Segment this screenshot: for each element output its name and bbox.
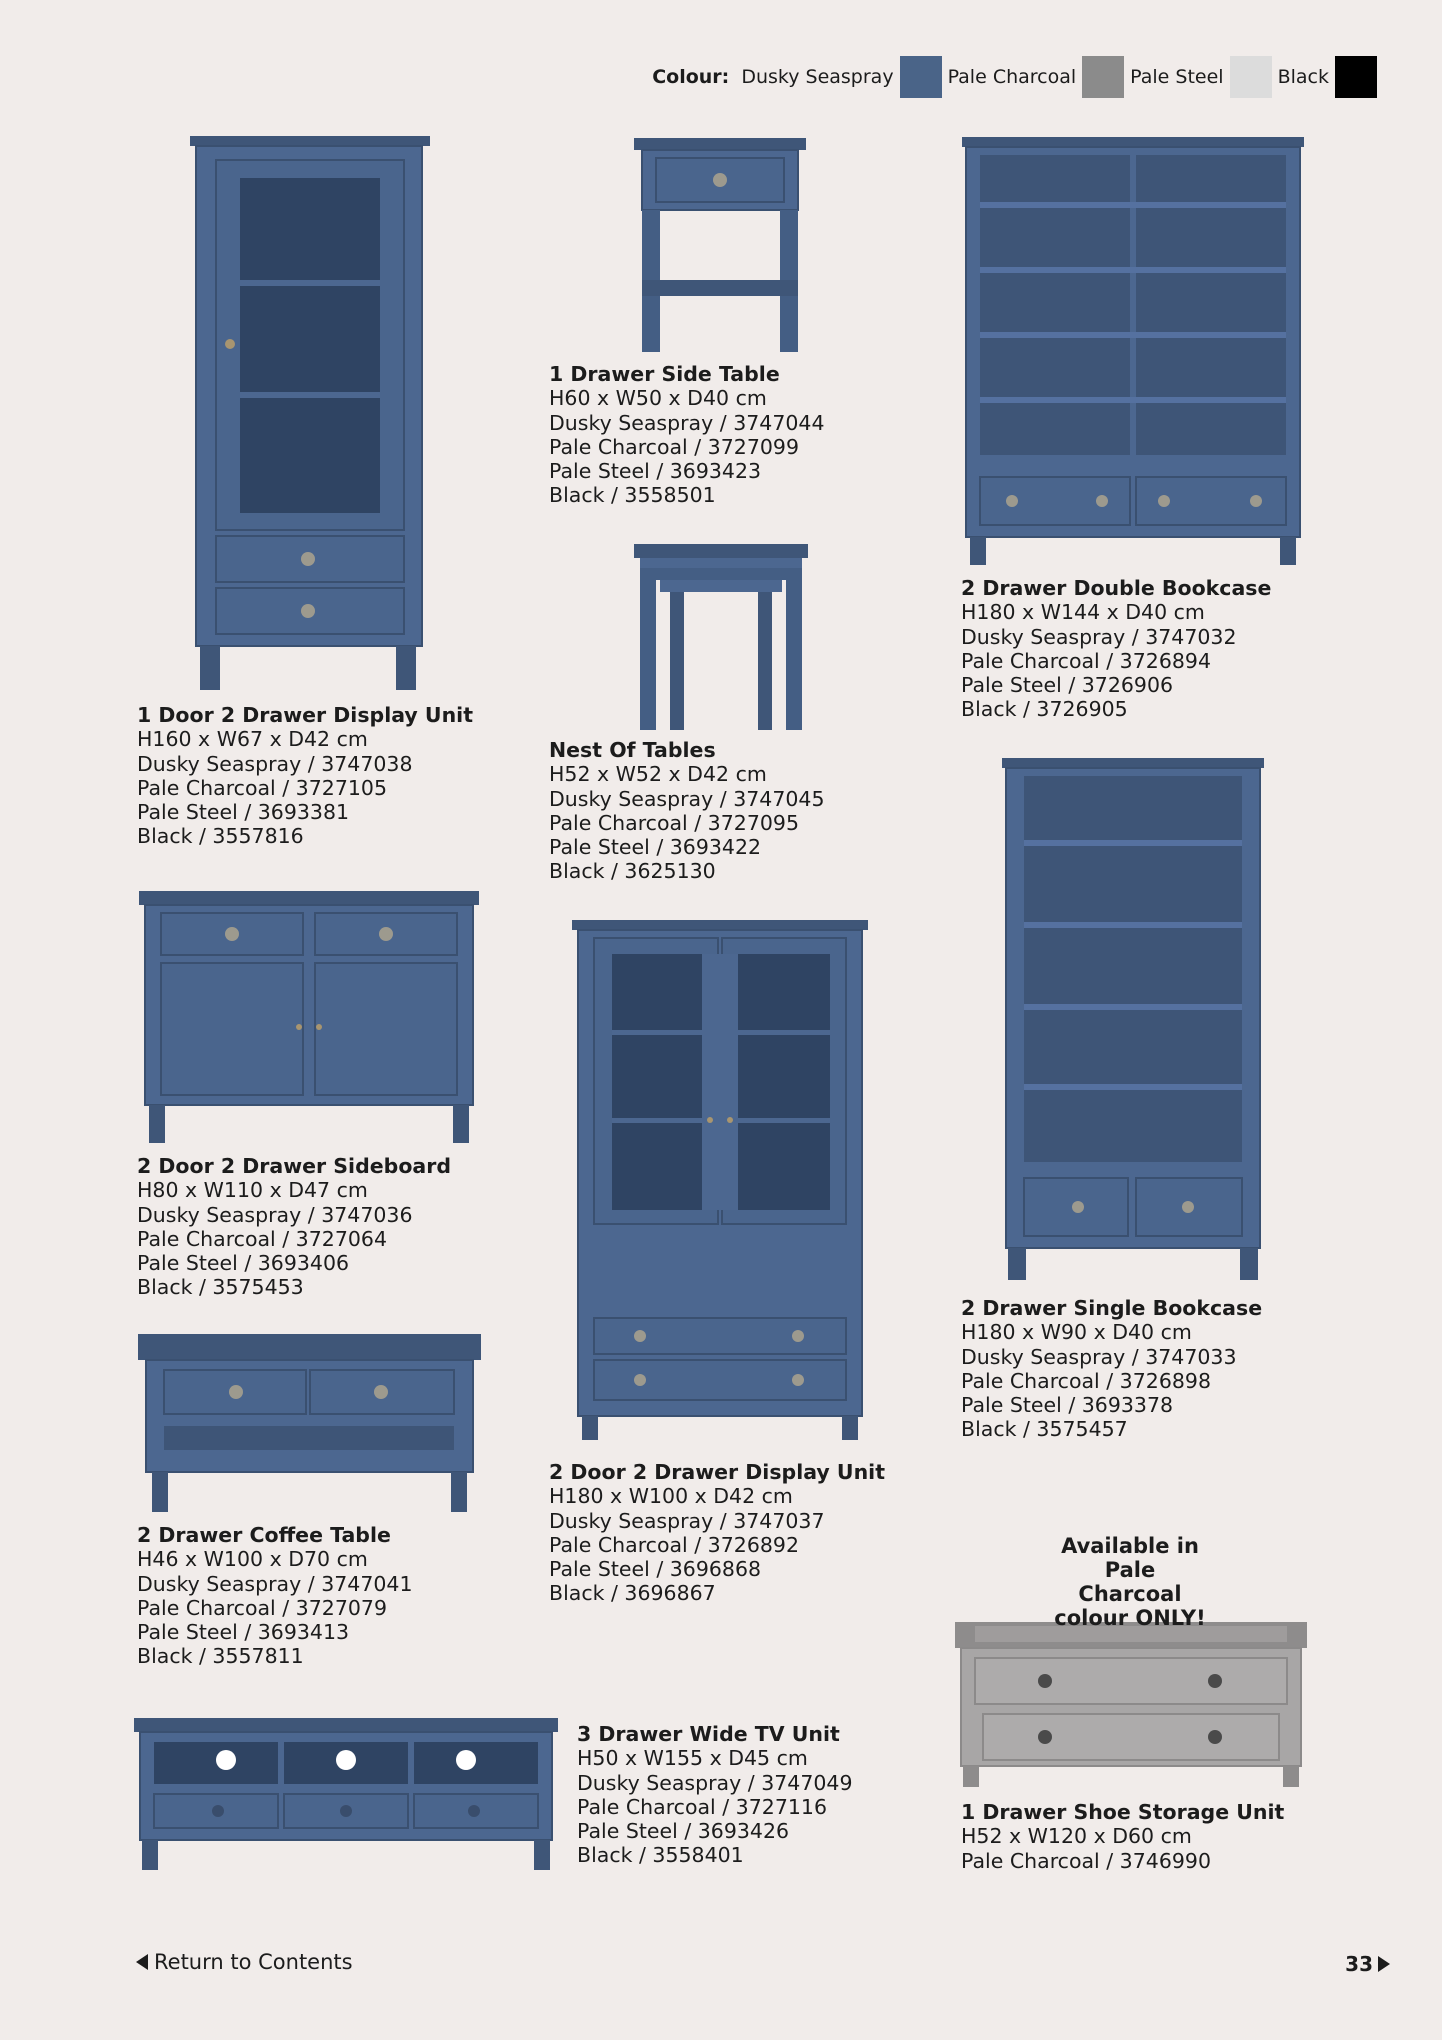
product-nest-of-tables [549,738,825,884]
double-bookcase-image [962,137,1304,565]
product-title: 2 Drawer Coffee Table [137,1523,391,1547]
swatch-name: Pale Charcoal [947,66,1077,88]
product-title: 2 Door 2 Drawer Display Unit [549,1460,885,1484]
product-code: Pale Steel / 3726906 [961,673,1174,698]
swatch-dusky-seaspray[interactable] [741,56,941,98]
product-code: Pale Charcoal / 3746990 [961,1848,1211,1873]
product-code: Black / 3575457 [961,1417,1128,1442]
product-code: Pale Steel / 3696868 [549,1557,762,1582]
product-title: Nest Of Tables [549,738,716,762]
swatch-chip [1335,56,1377,98]
product-code: Pale Steel / 3693406 [137,1251,350,1276]
product-code: Pale Charcoal / 3727105 [137,775,387,800]
sideboard-image [139,891,479,1143]
swatch-chip [1230,56,1272,98]
product-code: Pale Charcoal / 3727095 [549,810,799,835]
product-code: Dusky Seaspray / 3747049 [577,1770,853,1795]
swatch-name: Dusky Seaspray [741,66,894,88]
side-table-image [634,138,806,352]
product-title: 2 Drawer Double Bookcase [961,576,1272,600]
back-arrow-icon [136,1954,148,1970]
product-sideboard [137,1154,451,1300]
product-code: Black / 3696867 [549,1581,716,1606]
product-dimensions: H160 x W67 x D42 cm [137,727,368,752]
product-display-unit-2-door [549,1460,885,1606]
product-code: Pale Steel / 3693378 [961,1393,1174,1418]
product-code: Dusky Seaspray / 3747041 [137,1571,413,1596]
product-code: Black / 3557811 [137,1644,304,1669]
shoe-storage-image [955,1622,1307,1787]
swatch-chip [1082,56,1124,98]
return-to-contents-link[interactable] [136,1950,353,1974]
product-code: Dusky Seaspray / 3747033 [961,1344,1237,1369]
single-bookcase-image [1002,758,1264,1280]
coffee-table-image [138,1334,481,1512]
product-code: Pale Charcoal / 3726892 [549,1532,799,1557]
swatch-name: Pale Steel [1130,66,1224,88]
product-code: Black / 3726905 [961,697,1128,722]
product-title: 1 Drawer Shoe Storage Unit [961,1800,1285,1824]
product-code: Pale Steel / 3693381 [137,800,350,825]
swatch-chip [900,56,942,98]
product-title: 2 Drawer Single Bookcase [961,1296,1263,1320]
product-code: Dusky Seaspray / 3747038 [137,751,413,776]
availability-note [1050,1534,1210,1630]
product-code: Pale Steel / 3693426 [577,1819,790,1844]
next-arrow-icon [1378,1956,1390,1972]
product-dimensions: H46 x W100 x D70 cm [137,1547,368,1572]
product-title: 2 Door 2 Drawer Sideboard [137,1154,452,1178]
product-code: Pale Charcoal / 3726894 [961,648,1211,673]
colour-label: Colour: [652,66,730,88]
product-code: Pale Charcoal / 3727064 [137,1226,387,1251]
product-dimensions: H80 x W110 x D47 cm [137,1178,368,1203]
product-code: Black / 3625130 [549,859,716,884]
swatch-name: Black [1277,66,1329,88]
page-number[interactable] [1345,1952,1390,1976]
product-code: Dusky Seaspray / 3747032 [961,624,1237,649]
product-title: 1 Drawer Side Table [549,362,780,386]
product-single-bookcase [961,1296,1262,1442]
availability-line: Available in [1061,1534,1199,1558]
display-unit-2-door-image [572,920,868,1440]
product-side-table [549,362,825,508]
product-code: Black / 3575453 [137,1275,304,1300]
product-double-bookcase [961,576,1271,722]
return-label: Return to Contents [154,1950,353,1974]
product-code: Black / 3557816 [137,824,304,849]
product-dimensions: H60 x W50 x D40 cm [549,386,767,411]
product-title: 1 Door 2 Drawer Display Unit [137,703,473,727]
tv-unit-image [134,1718,558,1870]
product-dimensions: H50 x W155 x D45 cm [577,1746,808,1771]
swatch-black[interactable] [1278,56,1377,98]
product-title: 3 Drawer Wide TV Unit [577,1722,840,1746]
product-code: Pale Steel / 3693422 [549,835,762,860]
product-dimensions: H180 x W90 x D40 cm [961,1320,1192,1345]
display-unit-1-door-image [190,136,430,690]
product-dimensions: H180 x W144 x D40 cm [961,600,1205,625]
product-code: Dusky Seaspray / 3747036 [137,1202,413,1227]
product-display-unit-1-door [137,703,473,849]
product-code: Pale Charcoal / 3727116 [577,1794,827,1819]
page-number-text: 33 [1345,1952,1373,1976]
product-code: Pale Charcoal / 3727099 [549,434,799,459]
product-code: Dusky Seaspray / 3747044 [549,410,825,435]
product-code: Black / 3558401 [577,1843,744,1868]
nest-of-tables-image [634,544,808,730]
product-code: Pale Steel / 3693413 [137,1620,350,1645]
availability-line: Pale Charcoal [1078,1558,1182,1606]
colour-swatch-bar [652,56,1377,98]
product-code: Pale Charcoal / 3727079 [137,1595,387,1620]
product-code: Black / 3558501 [549,483,716,508]
product-code: Pale Charcoal / 3726898 [961,1368,1211,1393]
product-shoe-storage [961,1800,1284,1873]
product-coffee-table [137,1523,413,1669]
product-dimensions: H52 x W52 x D42 cm [549,762,767,787]
product-dimensions: H180 x W100 x D42 cm [549,1484,793,1509]
product-dimensions: H52 x W120 x D60 cm [961,1824,1192,1849]
swatch-pale-steel[interactable] [1130,56,1271,98]
availability-line: colour ONLY! [1054,1606,1206,1630]
product-code: Dusky Seaspray / 3747037 [549,1508,825,1533]
swatch-pale-charcoal[interactable] [948,56,1125,98]
product-code: Pale Steel / 3693423 [549,459,762,484]
product-code: Dusky Seaspray / 3747045 [549,786,825,811]
product-tv-unit [577,1722,853,1868]
